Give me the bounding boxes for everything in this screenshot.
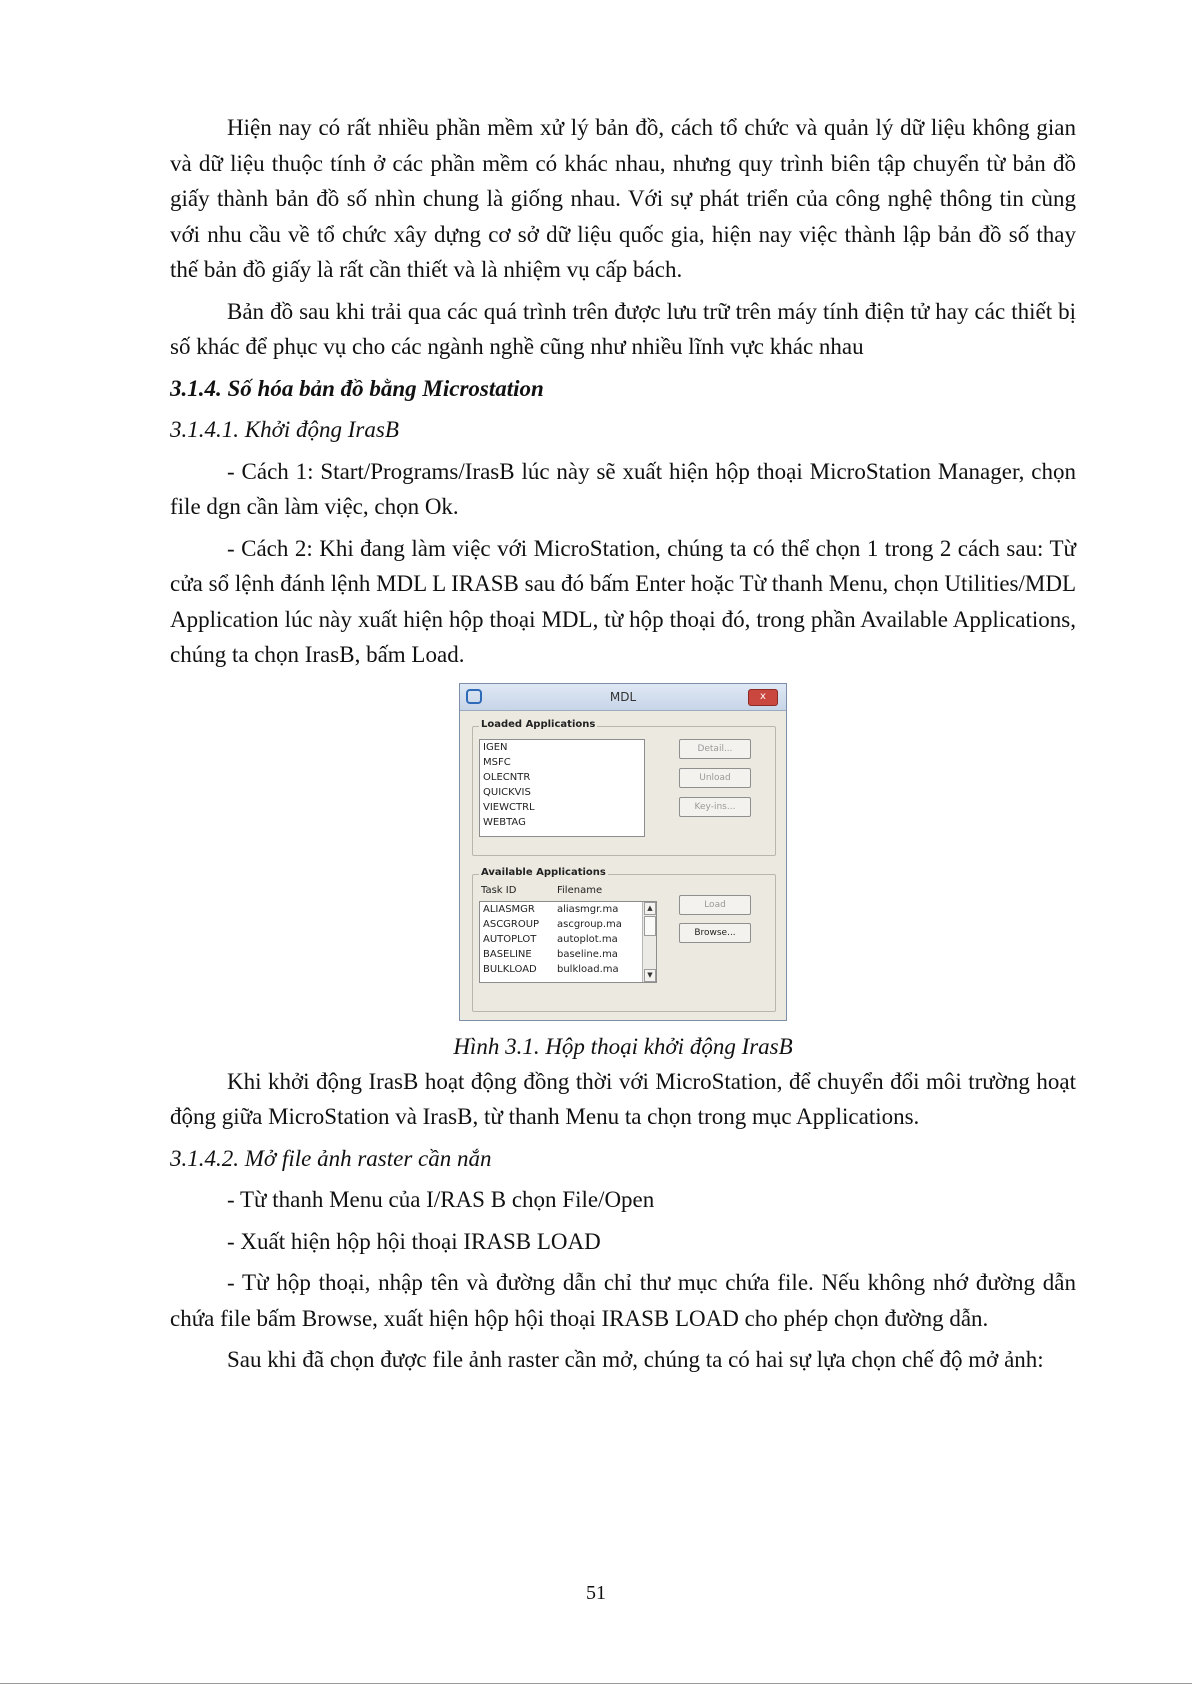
task-id-cell: ALIASMGR: [483, 903, 535, 915]
mdl-dialog: [459, 683, 787, 1021]
subsection-heading: 3.1.4.2. Mở file ảnh raster cần nắn: [170, 1145, 492, 1171]
loaded-applications-group: [472, 718, 776, 856]
list-item: - Xuất hiện hộp hội thoại IRASB LOAD: [227, 1228, 601, 1254]
loaded-application-item[interactable]: QUICKVIS: [483, 786, 531, 798]
paragraph: Hiện nay có rất nhiều phần mềm xử lý bản đồ, cách tổ chức và quản lý dữ liệu không gian và dữ liệu thuộc tính ở các phần mềm có khác nhau, nhưng quy trình biên tập chuyển từ bản đồ giấy thành bản đồ số nhìn chung là giống nhau. Với sự phát triển của công nghệ thông tin cùng với nhu cầu về tổ chức xây dựng cơ sở dữ liệu quốc gia, hiện nay việc thành lập bản đồ số thay thế bản đồ giấy là rất cần thiết và là nhiệm vụ cấp bách.: [170, 115, 1076, 282]
figure-caption: Hình 3.1. Hộp thoại khởi động IrasB: [453, 1033, 793, 1059]
loaded-applications-label: Loaded Applications: [481, 718, 596, 730]
filename-cell: autoplot.ma: [557, 933, 618, 945]
loaded-application-item[interactable]: WEBTAG: [483, 816, 526, 828]
document-page: [170, 110, 1076, 1378]
task-id-cell: BULKLOAD: [483, 963, 537, 975]
paragraph: - Cách 2: Khi đang làm việc với MicroStation, chúng ta có thể chọn 1 trong 2 cách sau: Từ cửa sổ lệnh đánh lệnh MDL L IRASB sau đó bấm Enter hoặc Từ thanh Menu, chọn Utilities/MDL Application lúc này xuất hiện hộp thoại MDL, từ hộp thoại đó, trong phần Available Applications, chúng ta chọn IrasB, bấm Load.: [170, 535, 1076, 667]
task-id-cell: BASELINE: [483, 948, 532, 960]
loaded-application-item[interactable]: MSFC: [483, 756, 511, 768]
paragraph: - Cách 1: Start/Programs/IrasB lúc này sẽ xuất hiện hộp thoại MicroStation Manager, chọn file dgn cần làm việc, chọn Ok.: [170, 458, 1076, 519]
task-id-cell: ASCGROUP: [483, 918, 540, 930]
keyins-button[interactable]: Key-ins...: [679, 797, 751, 817]
available-application-row[interactable]: [480, 962, 656, 977]
available-application-row[interactable]: [480, 917, 656, 932]
figure: [170, 683, 1076, 1021]
scroll-up-icon[interactable]: ▲: [644, 902, 656, 915]
paragraph: Bản đồ sau khi trải qua các quá trình trên được lưu trữ trên máy tính điện tử hay các thiết bị số khác để phục vụ cho các ngành nghề cũng như nhiều lĩnh vực khác nhau: [170, 298, 1076, 359]
load-button[interactable]: Load: [679, 895, 751, 915]
browse-button[interactable]: Browse...: [679, 923, 751, 943]
detail-button[interactable]: Detail...: [679, 739, 751, 759]
loaded-applications-list[interactable]: [479, 739, 645, 837]
loaded-application-item[interactable]: VIEWCTRL: [483, 801, 535, 813]
unload-button[interactable]: Unload: [679, 768, 751, 788]
scroll-thumb[interactable]: [644, 916, 656, 936]
page-edge: [0, 1683, 1192, 1684]
list-item: - Từ thanh Menu của I/RAS B chọn File/Open: [227, 1187, 655, 1212]
scrollbar[interactable]: [642, 902, 656, 982]
section-heading: 3.1.4. Số hóa bản đồ bằng Microstation: [170, 375, 544, 401]
column-header-task-id: Task ID: [481, 884, 517, 896]
available-applications-group: [472, 866, 776, 1012]
column-header-filename: Filename: [557, 884, 603, 896]
paragraph: Sau khi đã chọn được file ảnh raster cần mở, chúng ta có hai sự lựa chọn chế độ mở ảnh:: [227, 1347, 1044, 1372]
subsection-heading: 3.1.4.1. Khởi động IrasB: [170, 417, 399, 442]
page-number: 51: [586, 1582, 606, 1604]
list-item: - Từ hộp thoại, nhập tên và đường dẫn chỉ thư mục chứa file. Nếu không nhớ đường dẫn chứa file bấm Browse, xuất hiện hộp hội thoại IRASB LOAD cho phép chọn đường dẫn.: [170, 1270, 1076, 1331]
loaded-application-item[interactable]: IGEN: [483, 741, 508, 753]
available-application-row[interactable]: [480, 947, 656, 962]
scroll-down-icon[interactable]: ▼: [644, 969, 656, 982]
dialog-title: MDL: [609, 689, 637, 704]
available-application-row[interactable]: [480, 932, 656, 947]
filename-cell: ascgroup.ma: [557, 918, 622, 930]
available-applications-list[interactable]: [479, 901, 657, 983]
paragraph: Khi khởi động IrasB hoạt động đồng thời với MicroStation, để chuyển đổi môi trường hoạt động giữa MicroStation và IrasB, từ thanh Menu ta chọn trong mục Applications.: [170, 1068, 1076, 1129]
filename-cell: bulkload.ma: [557, 963, 619, 975]
loaded-application-item[interactable]: OLECNTR: [483, 771, 531, 783]
filename-cell: baseline.ma: [557, 948, 618, 960]
available-applications-label: Available Applications: [481, 866, 606, 878]
filename-cell: aliasmgr.ma: [557, 903, 619, 915]
dialog-titlebar[interactable]: [460, 684, 786, 711]
task-id-cell: AUTOPLOT: [483, 933, 537, 945]
available-application-row[interactable]: [480, 902, 656, 917]
close-icon[interactable]: x: [748, 689, 778, 706]
